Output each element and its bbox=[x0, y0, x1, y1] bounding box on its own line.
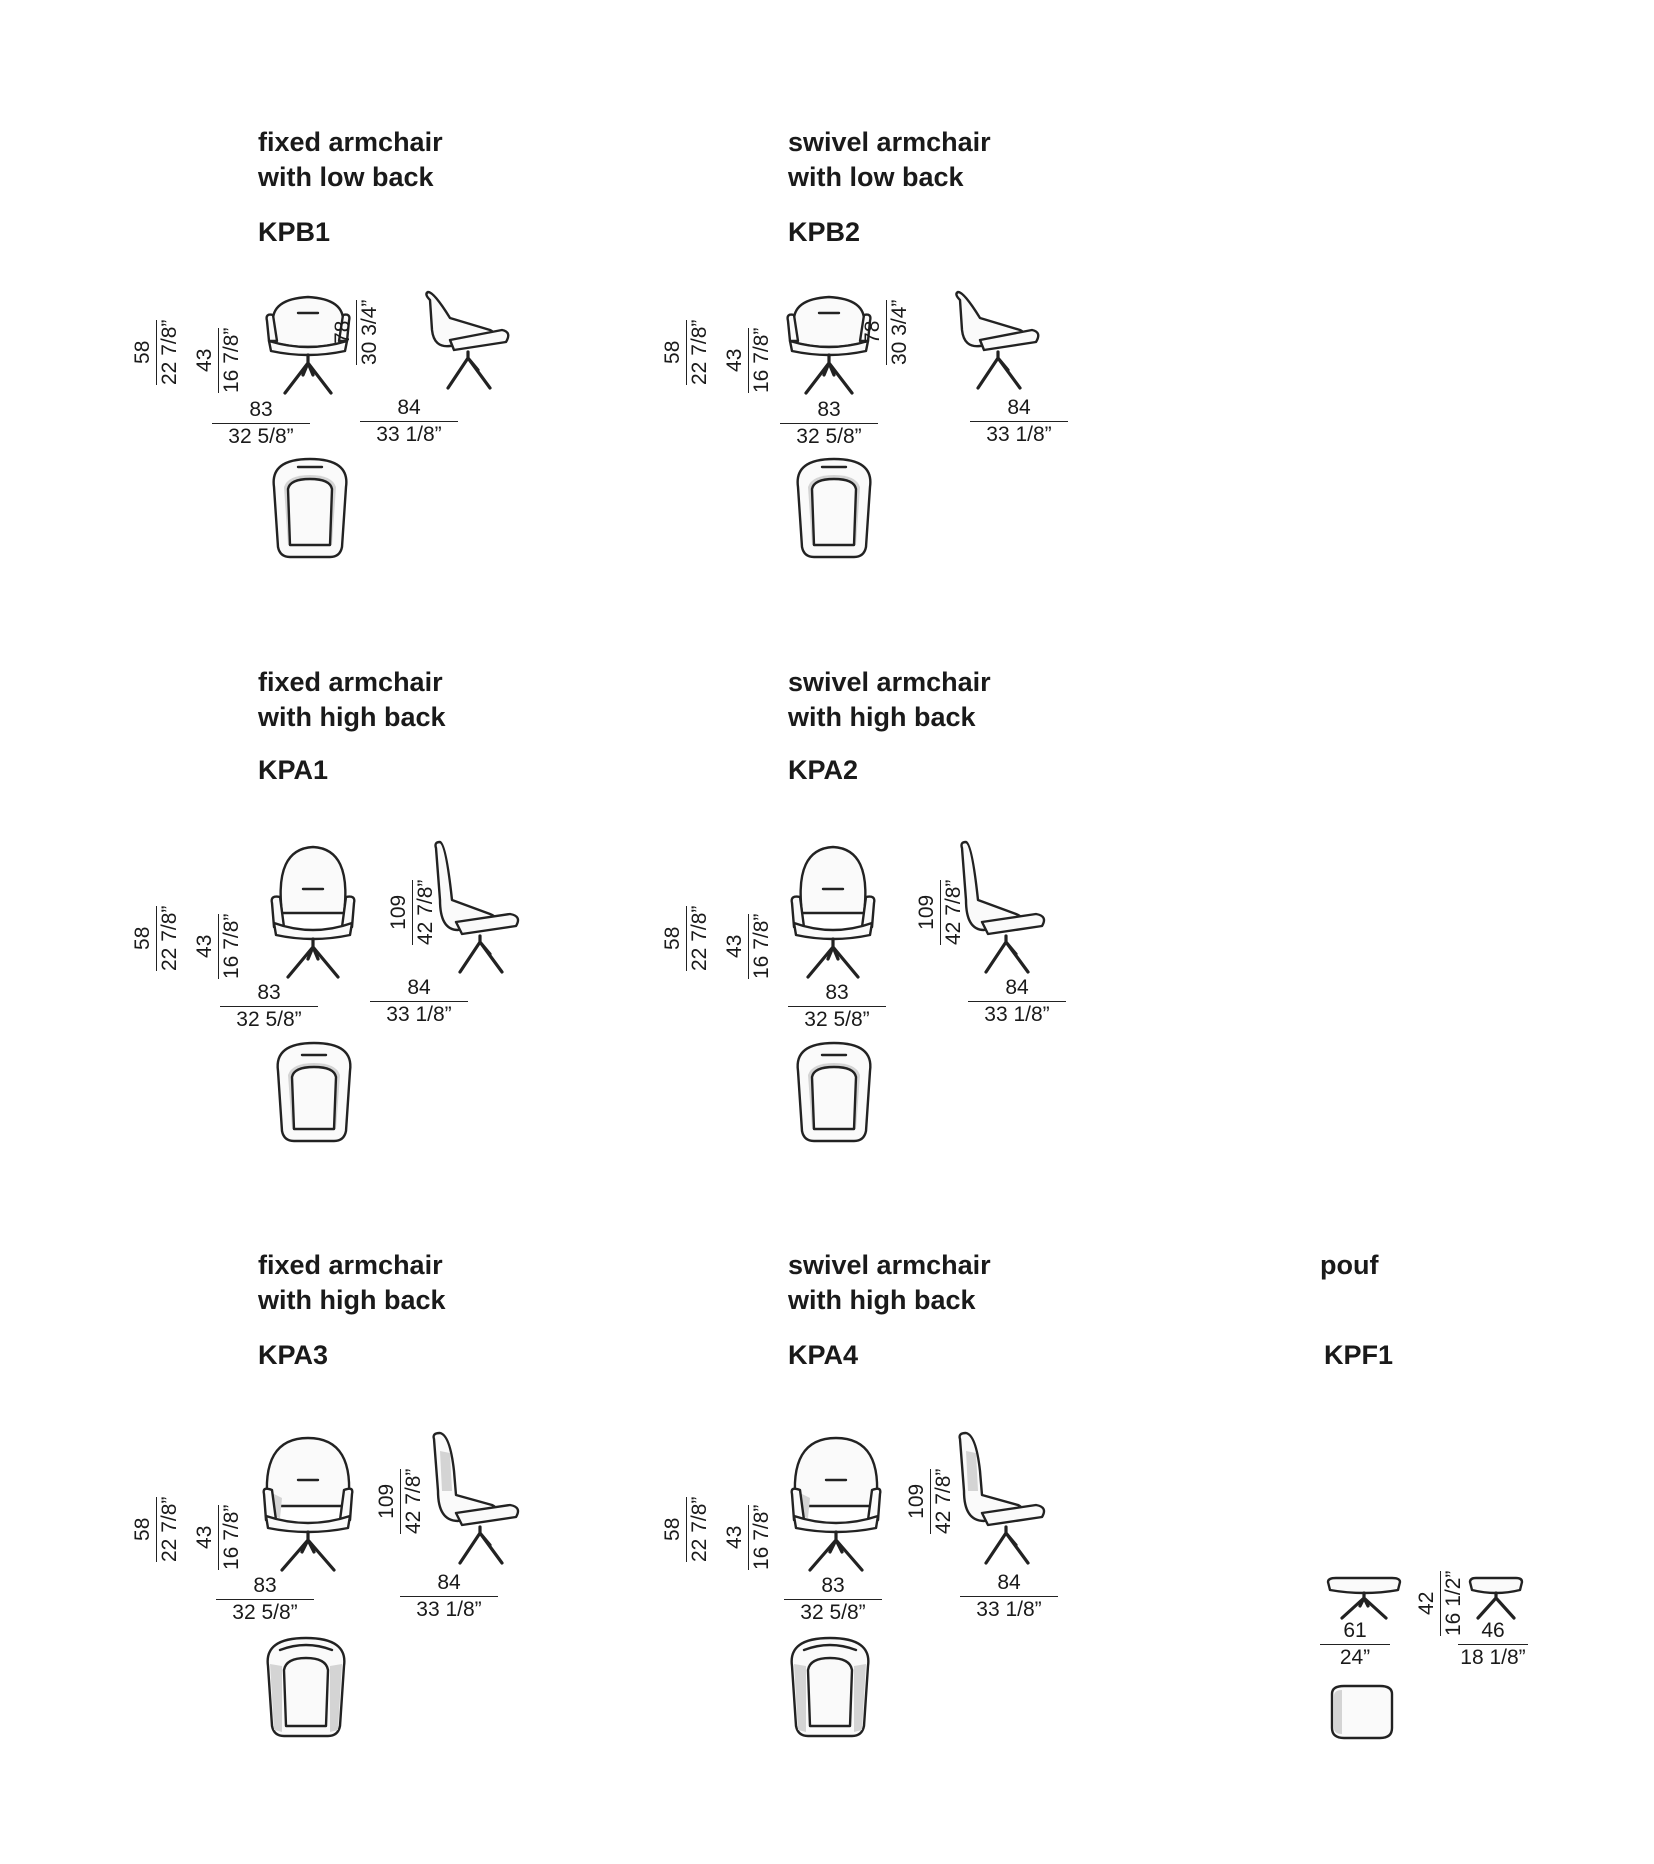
width-dimension: 83 32 5/8” bbox=[216, 1573, 314, 1626]
arm-height-dimension: 43 16 7/8” bbox=[193, 913, 243, 979]
side-view-drawing bbox=[956, 840, 1056, 975]
seat-height-dimension: 58 22 7/8” bbox=[661, 905, 711, 971]
product-title: fixed armchair with high back bbox=[258, 667, 446, 732]
product-code: KPB2 bbox=[788, 217, 861, 247]
product-kpf1 bbox=[1320, 1248, 1640, 1728]
product-title: pouf bbox=[1320, 1250, 1379, 1280]
arm-height-dimension: 43 16 7/8” bbox=[193, 327, 243, 393]
top-view-drawing bbox=[264, 1041, 364, 1151]
arm-height-dimension: 43 16 7/8” bbox=[723, 913, 773, 979]
seat-height-dimension: 58 22 7/8” bbox=[661, 319, 711, 385]
product-code: KPA4 bbox=[788, 1340, 859, 1370]
height-dimension: 109 42 7/8” bbox=[375, 1468, 425, 1534]
product-code: KPF1 bbox=[1324, 1340, 1394, 1370]
product-code: KPA1 bbox=[258, 755, 329, 785]
height-dimension: 78 30 3/4” bbox=[861, 299, 911, 365]
depth-dimension: 84 33 1/8” bbox=[400, 1570, 498, 1623]
seat-height-dimension: 58 22 7/8” bbox=[131, 905, 181, 971]
width-dimension: 83 32 5/8” bbox=[212, 397, 310, 450]
front-view-drawing bbox=[268, 843, 358, 983]
pouf-depth-dimension: 46 18 1/8” bbox=[1458, 1618, 1528, 1671]
arm-height-dimension: 43 16 7/8” bbox=[193, 1504, 243, 1570]
side-view-drawing bbox=[956, 1431, 1056, 1571]
product-kpb2 bbox=[660, 125, 1180, 605]
front-view-drawing bbox=[786, 1436, 886, 1576]
side-view-drawing bbox=[950, 290, 1050, 390]
top-view-drawing bbox=[780, 1636, 880, 1746]
depth-dimension: 84 33 1/8” bbox=[370, 975, 468, 1028]
front-view-drawing bbox=[258, 1436, 358, 1576]
depth-dimension: 84 33 1/8” bbox=[360, 395, 458, 448]
front-view-drawing bbox=[788, 843, 878, 983]
pouf-width-dimension: 61 24” bbox=[1320, 1618, 1390, 1671]
product-kpa1 bbox=[130, 665, 650, 1145]
product-kpa4 bbox=[660, 1248, 1180, 1728]
width-dimension: 83 32 5/8” bbox=[784, 1573, 882, 1626]
height-dimension: 78 30 3/4” bbox=[331, 299, 381, 365]
product-code: KPB1 bbox=[258, 217, 331, 247]
depth-dimension: 84 33 1/8” bbox=[968, 975, 1066, 1028]
height-dimension: 109 42 7/8” bbox=[915, 879, 965, 945]
top-view-drawing bbox=[256, 1636, 356, 1746]
product-kpa3 bbox=[130, 1248, 650, 1728]
product-title: fixed armchair with high back bbox=[258, 1250, 446, 1315]
side-view-drawing bbox=[420, 290, 520, 390]
seat-height-dimension: 58 22 7/8” bbox=[131, 1496, 181, 1562]
top-view-drawing bbox=[260, 457, 360, 567]
seat-height-dimension: 58 22 7/8” bbox=[661, 1496, 711, 1562]
top-view-drawing bbox=[784, 457, 884, 567]
height-dimension: 109 42 7/8” bbox=[387, 879, 437, 945]
pouf-front-view-drawing bbox=[1326, 1576, 1402, 1620]
seat-height-dimension: 58 22 7/8” bbox=[131, 319, 181, 385]
width-dimension: 83 32 5/8” bbox=[788, 980, 886, 1033]
product-title: swivel armchair with low back bbox=[788, 127, 991, 192]
product-kpb1 bbox=[130, 125, 650, 605]
depth-dimension: 84 33 1/8” bbox=[970, 395, 1068, 448]
depth-dimension: 84 33 1/8” bbox=[960, 1570, 1058, 1623]
arm-height-dimension: 43 16 7/8” bbox=[723, 327, 773, 393]
product-title: fixed armchair with low back bbox=[258, 127, 443, 192]
arm-height-dimension: 43 16 7/8” bbox=[723, 1504, 773, 1570]
product-code: KPA3 bbox=[258, 1340, 329, 1370]
width-dimension: 83 32 5/8” bbox=[220, 980, 318, 1033]
product-kpa2 bbox=[660, 665, 1180, 1145]
product-title: swivel armchair with high back bbox=[788, 667, 991, 732]
width-dimension: 83 32 5/8” bbox=[780, 397, 878, 450]
pouf-height-dimension: 42 16 1/2” bbox=[1415, 1570, 1465, 1636]
top-view-drawing bbox=[784, 1041, 884, 1151]
side-view-drawing bbox=[430, 840, 530, 975]
product-code: KPA2 bbox=[788, 755, 859, 785]
product-title: swivel armchair with high back bbox=[788, 1250, 991, 1315]
pouf-top-view-drawing bbox=[1326, 1684, 1398, 1740]
pouf-side-view-drawing bbox=[1468, 1576, 1524, 1620]
side-view-drawing bbox=[430, 1431, 530, 1571]
height-dimension: 109 42 7/8” bbox=[905, 1468, 955, 1534]
